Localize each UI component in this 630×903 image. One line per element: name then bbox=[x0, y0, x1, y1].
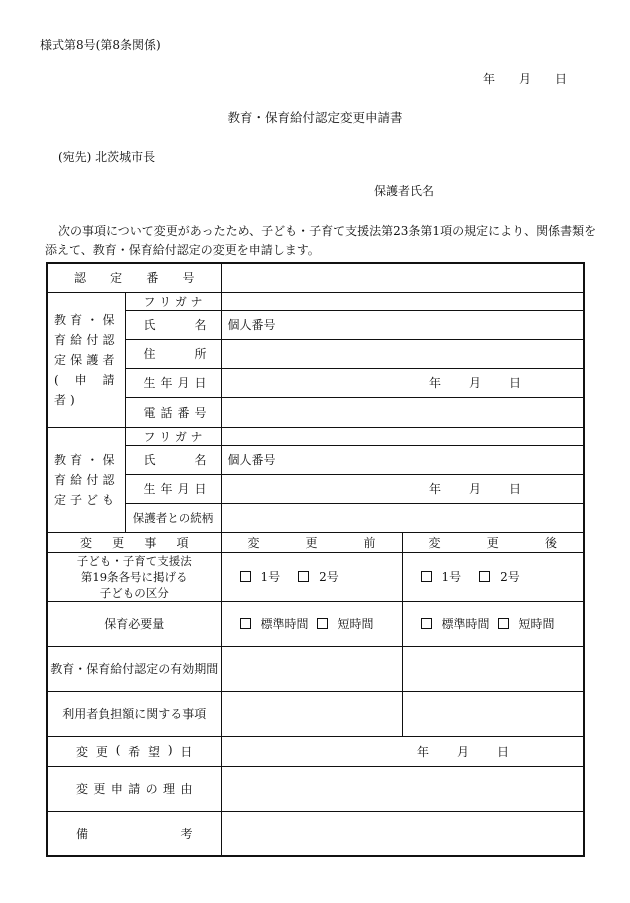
guardian-address-row bbox=[47, 339, 584, 368]
guardian-name-row bbox=[47, 310, 584, 339]
guardian-furigana-field[interactable] bbox=[221, 292, 584, 310]
category-before bbox=[221, 552, 402, 601]
validity-before-field[interactable] bbox=[221, 646, 402, 691]
child-category-label: 子ども・子育て支援法 第19条各号に掲げる 子どもの区分 bbox=[47, 552, 221, 601]
change-date-label: 変 更 ( 希 望 ) 日 bbox=[47, 736, 221, 766]
child-category-row bbox=[47, 552, 584, 601]
change-date-row bbox=[47, 736, 584, 766]
child-birthdate-row bbox=[47, 474, 584, 503]
before-short-option[interactable]: 短時間 bbox=[317, 615, 374, 632]
guardian-furigana-row bbox=[47, 292, 584, 310]
reason-field[interactable] bbox=[221, 766, 584, 811]
child-name-field[interactable] bbox=[221, 445, 584, 474]
child-relationship-row bbox=[47, 503, 584, 532]
intro-line-2: 添えて、教育・保育給付認定の変更を申請します。 bbox=[45, 243, 320, 257]
cert-number-label: 認 定 番 号 bbox=[47, 263, 221, 292]
child-name-row bbox=[47, 445, 584, 474]
reason-row bbox=[47, 766, 584, 811]
child-furigana-field[interactable] bbox=[221, 427, 584, 445]
burden-row bbox=[47, 691, 584, 736]
after-short-option[interactable]: 短時間 bbox=[498, 615, 555, 632]
remarks-field[interactable] bbox=[221, 811, 584, 856]
before-1go-option[interactable]: 1号 bbox=[240, 568, 281, 585]
application-table bbox=[46, 262, 585, 857]
individual-number-label: 個人番号 bbox=[227, 318, 276, 332]
burden-label: 利用者負担額に関する事項 bbox=[47, 691, 221, 736]
checkbox-icon bbox=[498, 618, 509, 629]
addressee: (宛先) 北茨城市長 bbox=[58, 150, 156, 164]
guardian-address-label: 住 所 bbox=[125, 339, 221, 368]
checkbox-icon bbox=[317, 618, 328, 629]
validity-row bbox=[47, 646, 584, 691]
checkbox-icon bbox=[240, 571, 251, 582]
after-1go-option[interactable]: 1号 bbox=[421, 568, 462, 585]
before-2go-option[interactable]: 2号 bbox=[298, 568, 339, 585]
cert-number-field[interactable] bbox=[221, 263, 584, 292]
guardian-phone-row bbox=[47, 397, 584, 427]
checkbox-icon bbox=[240, 618, 251, 629]
care-amount-row bbox=[47, 601, 584, 646]
child-relationship-field[interactable] bbox=[221, 503, 584, 532]
change-item-header: 変 更 事 項 bbox=[47, 532, 221, 552]
checkbox-icon bbox=[421, 618, 432, 629]
after-2go-option[interactable]: 2号 bbox=[479, 568, 520, 585]
child-name-label: 氏 名 bbox=[125, 445, 221, 474]
guardian-birthdate-field[interactable]: 年 月 日 bbox=[221, 368, 584, 397]
guardian-birthdate-label: 生 年 月 日 bbox=[125, 368, 221, 397]
checkbox-icon bbox=[479, 571, 490, 582]
care-amount-label: 保育必要量 bbox=[47, 601, 221, 646]
child-relationship-label: 保護者との続柄 bbox=[125, 503, 221, 532]
after-header: 変 更 後 bbox=[402, 532, 584, 552]
validity-label: 教育・保育給付認定の有効期間 bbox=[47, 646, 221, 691]
individual-number-label: 個人番号 bbox=[227, 453, 276, 467]
checkbox-icon bbox=[298, 571, 309, 582]
guardian-group-label: 教育・保育給付認定保護者(申請者) bbox=[47, 292, 125, 427]
child-furigana-label: フ リ ガ ナ bbox=[125, 427, 221, 445]
submission-date: 年 月 日 bbox=[483, 72, 568, 86]
guardian-furigana-label: フ リ ガ ナ bbox=[125, 292, 221, 310]
remarks-label: 備 考 bbox=[47, 811, 221, 856]
guardian-birthdate-row bbox=[47, 368, 584, 397]
guardian-address-field[interactable] bbox=[221, 339, 584, 368]
form-number: 様式第8号(第8条関係) bbox=[40, 38, 161, 52]
change-header-row bbox=[47, 532, 584, 552]
burden-after-field[interactable] bbox=[402, 691, 584, 736]
guardian-name-label-cell: 氏 名 bbox=[125, 310, 221, 339]
before-standard-option[interactable]: 標準時間 bbox=[240, 615, 309, 632]
burden-before-field[interactable] bbox=[221, 691, 402, 736]
child-birthdate-label: 生 年 月 日 bbox=[125, 474, 221, 503]
category-after bbox=[402, 552, 584, 601]
guardian-name-label: 保護者氏名 bbox=[374, 184, 435, 198]
care-amount-before bbox=[221, 601, 402, 646]
change-date-field[interactable]: 年 月 日 bbox=[221, 736, 584, 766]
validity-after-field[interactable] bbox=[402, 646, 584, 691]
remarks-row bbox=[47, 811, 584, 856]
reason-label: 変 更 申 請 の 理 由 bbox=[47, 766, 221, 811]
form-title: 教育・保育給付認定変更申請書 bbox=[227, 110, 403, 125]
guardian-phone-label: 電 話 番 号 bbox=[125, 397, 221, 427]
care-amount-after bbox=[402, 601, 584, 646]
intro-line-1: 次の事項について変更があったため、子ども・子育て支援法第23条第1項の規定により、関係書類を bbox=[58, 224, 597, 238]
after-standard-option[interactable]: 標準時間 bbox=[421, 615, 490, 632]
child-birthdate-field[interactable]: 年 月 日 bbox=[221, 474, 584, 503]
guardian-name-field[interactable] bbox=[221, 310, 584, 339]
before-header: 変 更 前 bbox=[221, 532, 402, 552]
checkbox-icon bbox=[421, 571, 432, 582]
child-group-label: 教育・保育給付認定子ども bbox=[47, 427, 125, 532]
cert-number-row bbox=[47, 263, 584, 292]
child-furigana-row bbox=[47, 427, 584, 445]
guardian-phone-field[interactable] bbox=[221, 397, 584, 427]
